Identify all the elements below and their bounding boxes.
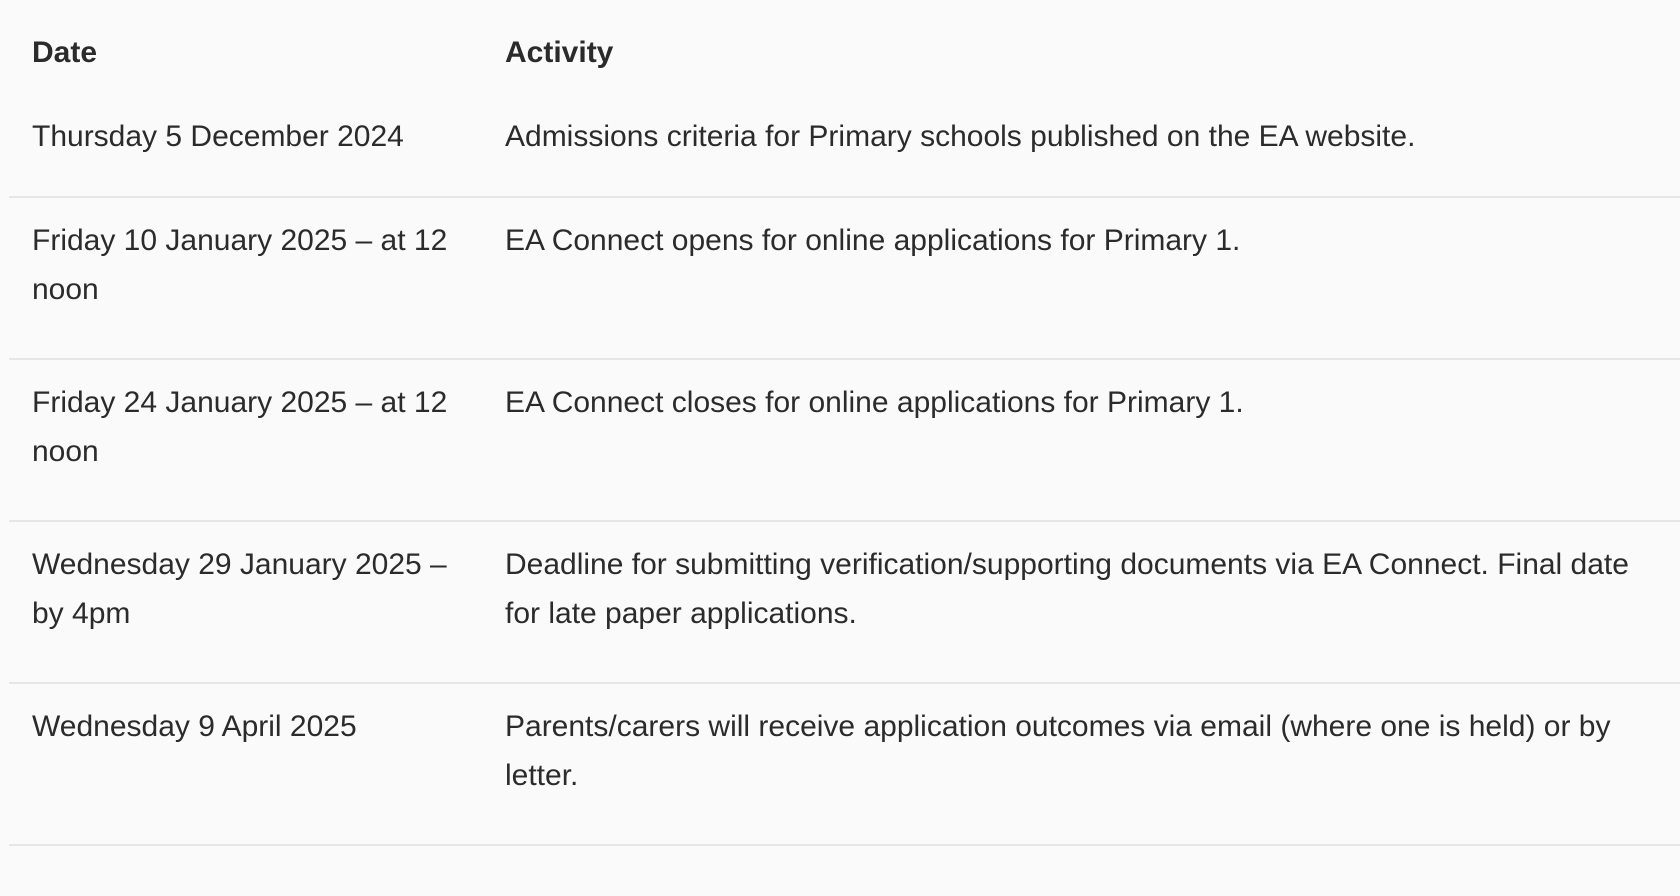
table-body bbox=[9, 103, 1680, 845]
admissions-timeline-table bbox=[9, 0, 1680, 846]
date-cell: Friday 10 January 2025 – at 12 noon bbox=[9, 197, 482, 359]
table-row bbox=[9, 103, 1680, 197]
timeline-table-container bbox=[9, 0, 1680, 846]
table-row bbox=[9, 359, 1680, 521]
date-cell: Wednesday 29 January 2025 – by 4pm bbox=[9, 521, 482, 683]
activity-cell: Parents/carers will receive application outcomes via email (where one is held) or by letter. bbox=[482, 683, 1680, 845]
activity-cell: Admissions criteria for Primary schools published on the EA website. bbox=[482, 103, 1680, 197]
header-row bbox=[9, 0, 1680, 103]
activity-cell: EA Connect opens for online applications for Primary 1. bbox=[482, 197, 1680, 359]
activity-cell: Deadline for submitting verification/supporting documents via EA Connect. Final date for late paper applications. bbox=[482, 521, 1680, 683]
table-row bbox=[9, 197, 1680, 359]
activity-column-header: Activity bbox=[505, 36, 614, 69]
activity-cell: EA Connect closes for online applications for Primary 1. bbox=[482, 359, 1680, 521]
date-cell: Friday 24 January 2025 – at 12 noon bbox=[9, 359, 482, 521]
date-column-header: Date bbox=[32, 36, 98, 69]
date-cell: Wednesday 9 April 2025 bbox=[9, 683, 482, 845]
table-row bbox=[9, 683, 1680, 845]
table-header bbox=[9, 0, 1680, 103]
table-row bbox=[9, 521, 1680, 683]
date-cell: Thursday 5 December 2024 bbox=[9, 103, 482, 197]
